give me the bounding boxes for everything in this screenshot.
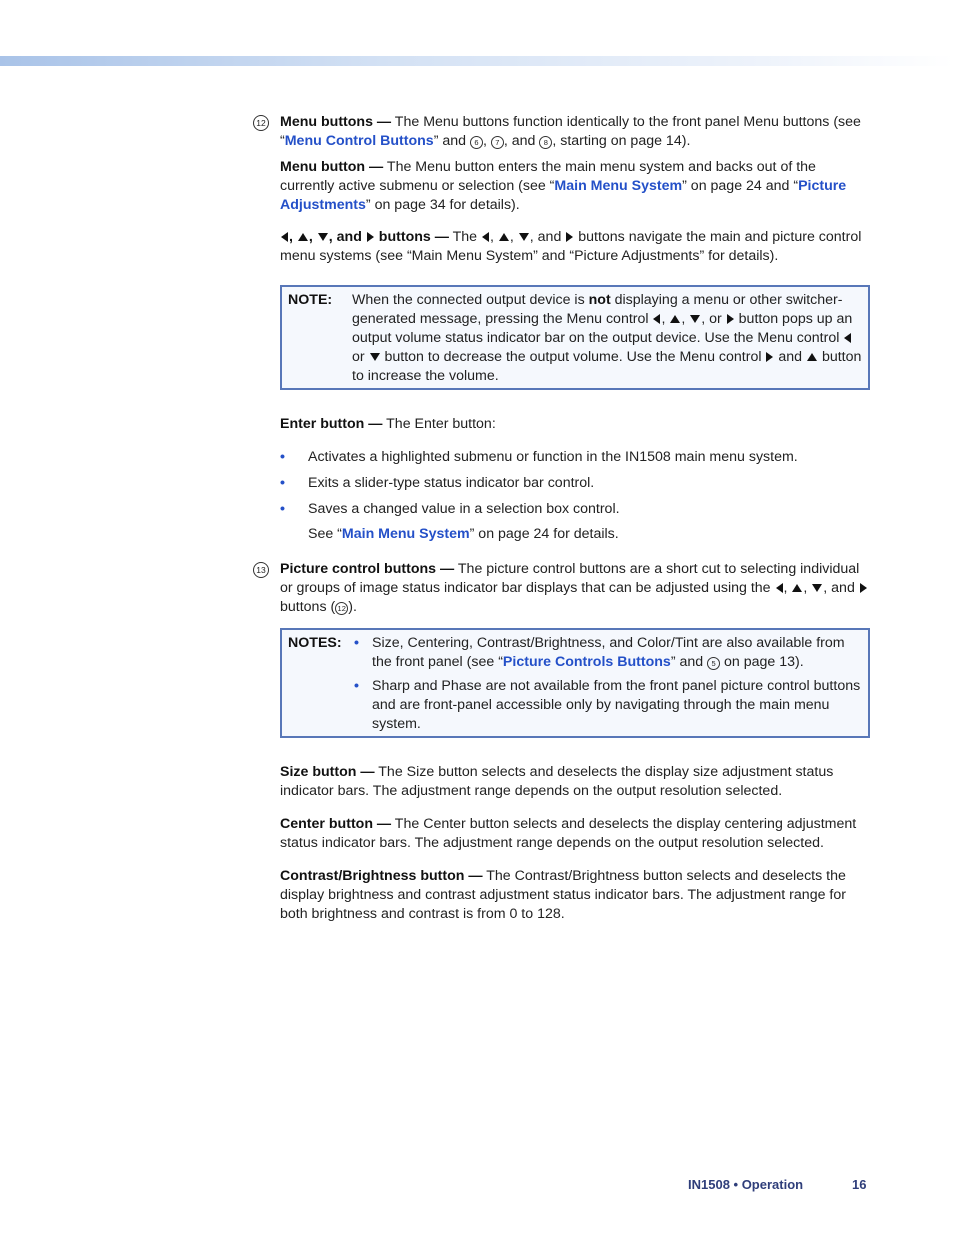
down-arrow-icon [690,315,700,323]
notes-list [354,634,862,734]
note-text: When the connected output device is not displaying a menu or other switcher-generated message, pressing the Menu control , , , or button pops up an output volume status indicator bar on the output device. Use the Menu control or button to decrease the output volume. Use the Menu control and button to increase the volume. [352,292,862,384]
left-arrow-icon [281,232,288,242]
arrow-buttons-heading: , , , and buttons — [280,229,449,245]
right-arrow-icon [566,232,573,242]
footer-title: IN1508 • Operation [688,1177,804,1192]
callout-number: 12 [253,115,269,131]
down-arrow-icon [519,233,529,241]
up-arrow-icon [499,233,509,241]
circled-number-icon: 7 [491,136,504,149]
list-item: • Activates a highlighted submenu or function in the IN1508 main menu system. [280,448,870,467]
header-gradient-band [0,56,954,66]
menu-buttons-heading: Menu buttons — [280,114,392,130]
list-item: • Saves a changed value in a selection box control. [280,500,870,519]
circled-number-icon: 12 [335,602,348,615]
list-item: • Sharp and Phase are not available from the front panel picture control buttons and are front-panel accessible only by navigating through the main menu system. [354,677,862,734]
note-label: NOTE: [288,292,333,308]
left-arrow-icon [776,583,783,593]
picture-buttons-paragraph: Picture control buttons — The picture control buttons are a short cut to selecting individual or groups of image status indicator bar displays that can be adjusted using the , , , and buttons ( 12 ). [280,560,870,617]
picture-adjustments-link[interactable]: Picture Adjustments [280,178,847,213]
page-content [256,113,870,924]
enter-button-heading: Enter button — [280,416,383,432]
picture-buttons-heading: Picture control buttons — [280,561,455,577]
notes-label: NOTES: [288,635,342,651]
up-arrow-icon [807,353,817,361]
see-reference: See “Main Menu System” on page 24 for details. [308,526,619,542]
menu-control-buttons-link[interactable]: Menu Control Buttons [284,133,434,149]
enter-button-list [280,448,870,519]
main-menu-system-link[interactable]: Main Menu System [554,178,683,194]
arrow-buttons-paragraph: , , , and buttons — The , , , and buttons navigate the main and picture control menu systems (see “Main Menu System” and “Picture Adjustments” for details). [280,229,862,264]
note-box [280,285,870,390]
right-arrow-icon [766,352,773,362]
left-arrow-icon [844,333,851,343]
down-arrow-icon [318,233,328,241]
circled-number-icon: 5 [707,657,720,670]
notes-box [280,628,870,738]
picture-buttons-section [256,560,870,617]
size-button-heading: Size button — [280,764,375,780]
menu-button-paragraph: Menu button — The Menu button enters the main menu system and backs out of the currently active submenu or selection (see “Main Menu System” on page 24 and “Picture Adjustments” on page 34 for details). [280,159,847,213]
size-button-paragraph: Size button — The Size button selects and deselects the display size adjustment status indicator bars. The adjustment range depends on the output resolution selected. [280,764,834,799]
down-arrow-icon [812,584,822,592]
up-arrow-icon [298,233,308,241]
up-arrow-icon [792,584,802,592]
right-arrow-icon [367,232,374,242]
left-arrow-icon [653,314,660,324]
picture-controls-buttons-link[interactable]: Picture Controls Buttons [502,654,671,670]
enter-button-paragraph: Enter button — The Enter button: [280,416,496,432]
left-arrow-icon [482,232,489,242]
right-arrow-icon [860,583,867,593]
center-button-paragraph: Center button — The Center button selects and deselects the display centering adjustment status indicator bars. The adjustment range depends on the output resolution selected. [280,816,857,851]
center-button-heading: Center button — [280,816,392,832]
contrast-button-heading: Contrast/Brightness button — [280,868,483,884]
list-item: • Size, Centering, Contrast/Brightness, and Color/Tint are also available from the front panel (see “Picture Controls Buttons” and 5 on page 13). [354,634,862,672]
contrast-button-paragraph: Contrast/Brightness button — The Contrast/Brightness button selects and deselects the display brightness and contrast adjustment status indicator bars. The adjustment range for both brightness and contrast is from 0 to 128. [280,868,846,922]
menu-button-heading: Menu button — [280,159,384,175]
main-menu-system-link[interactable]: Main Menu System [341,526,470,542]
down-arrow-icon [370,353,380,361]
up-arrow-icon [670,315,680,323]
right-arrow-icon [727,314,734,324]
page-footer [688,1175,867,1194]
page-number: 16 [852,1177,867,1192]
menu-buttons-paragraph: Menu buttons — The Menu buttons function identically to the front panel Menu buttons (see “Menu Control Buttons” and 6 , 7 , and 8 , starting on page 14). [280,114,861,149]
menu-buttons-section [256,113,870,151]
list-item: • Exits a slider-type status indicator bar control. [280,474,870,493]
circled-number-icon: 6 [470,136,483,149]
circled-number-icon: 8 [539,136,552,149]
callout-number: 13 [253,562,269,578]
